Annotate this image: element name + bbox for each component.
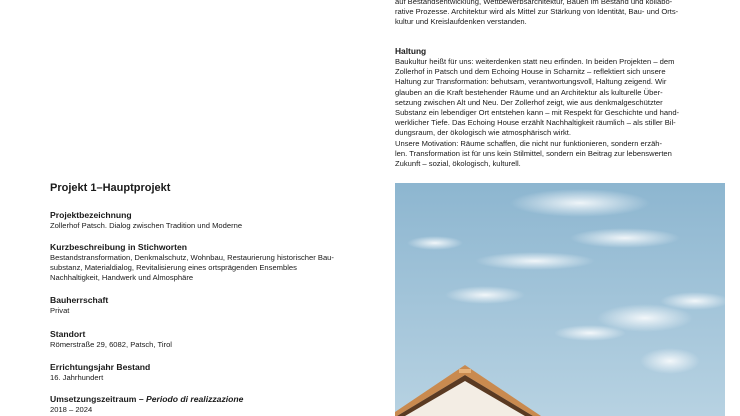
field-label: Projektbezeichnung <box>50 210 132 220</box>
intro-line: rative Prozesse. Architektur wird als Mittel zur Stärkung von Identität, Bau- und Orts- <box>395 7 679 17</box>
field-value: 2018 – 2024 <box>50 405 93 414</box>
haltung-line: werklicher Tiefe. Das Echoing House erzählt Nachhaltigkeit räumlich – als stiller Bil- <box>395 118 676 128</box>
field-errichtungsjahr <box>50 362 370 383</box>
haltung-line: Zukunft – sozial, ökologisch, kulturell. <box>395 159 521 169</box>
haltung-line: Zollerhof in Patsch und dem Echoing House in Scharnitz – reflektiert sich unsere <box>395 67 666 77</box>
field-value: Nachhaltigkeit, Handwerk und Almosphäre <box>50 273 194 283</box>
intro-line: auf Bestandsentwicklung, Wettbewerbsarchitektur, Bauen im Bestand und kollabo- <box>395 0 673 6</box>
haltung-line: dungsraum, der ökologisch wie atmosphärisch wirkt. <box>395 128 571 138</box>
project-section-title: Projekt 1–Hauptprojekt <box>50 182 171 194</box>
photo-illustration <box>395 183 725 416</box>
haltung-line: Substanz ein lebendiger Ort entstehen kann – mit Respekt für Geschichte und hand- <box>395 108 680 118</box>
haltung-line: Unsere Motivation: Räume schaffen, die nicht nur funktionieren, sondern erzäh- <box>395 138 663 148</box>
field-label-it: Periodo di realizzazione <box>146 394 244 404</box>
haltung-line: Baukultur heißt für uns: weiterdenken statt neu erfinden. In beiden Projekten – dem <box>395 57 675 66</box>
field-value: Privat <box>50 306 70 315</box>
field-value: 16. Jahrhundert <box>50 373 104 382</box>
haltung-paragraph <box>395 57 725 169</box>
field-standort <box>50 329 370 350</box>
field-umsetzungszeitraum <box>50 394 370 415</box>
field-label: Kurzbeschreibung in Stichworten <box>50 242 188 252</box>
house-gable-photo <box>395 183 725 416</box>
field-label: Bauherrschaft <box>50 295 109 305</box>
field-label: Errichtungsjahr Bestand <box>50 362 151 372</box>
field-label: Standort <box>50 329 86 339</box>
intro-paragraph <box>395 0 725 28</box>
haltung-line: glauben an die Kraft bestehender Räume und an Architektur als kulturelle Über- <box>395 87 663 97</box>
field-value: substanz, Materialdialog, Revitalisierung eines ortsprägenden Ensembles <box>50 263 297 273</box>
field-label: Umsetzungszeitraum – Periodo di realizzazione <box>50 394 244 404</box>
field-label-de: Umsetzungszeitraum <box>50 394 137 404</box>
field-value: Römerstraße 29, 6082, Patsch, Tirol <box>50 340 172 349</box>
haltung-line: setzung zwischen Alt und Neu. Der Zollerhof zeigt, wie aus denkmalgeschützter <box>395 97 663 107</box>
field-bauherrschaft <box>50 295 370 316</box>
field-projektbezeichnung <box>50 210 370 231</box>
field-value: Bestandstransformation, Denkmalschutz, Wohnbau, Restaurierung historischer Bau- <box>50 253 334 262</box>
field-value: Zollerhof Patsch. Dialog zwischen Tradition und Moderne <box>50 221 243 230</box>
haltung-heading: Haltung <box>395 46 427 56</box>
haltung-line: len. Transformation ist für uns kein Stilmittel, sondern ein Beitrag zur lebenswerten <box>395 148 672 158</box>
field-kurzbeschreibung <box>50 242 370 284</box>
haltung-line: Haltung zur Transformation: behutsam, verantwortungsvoll, Haltung zeigend. Wir <box>395 77 667 87</box>
intro-line: kultur und Kreislaufdenken verstanden. <box>395 17 527 27</box>
